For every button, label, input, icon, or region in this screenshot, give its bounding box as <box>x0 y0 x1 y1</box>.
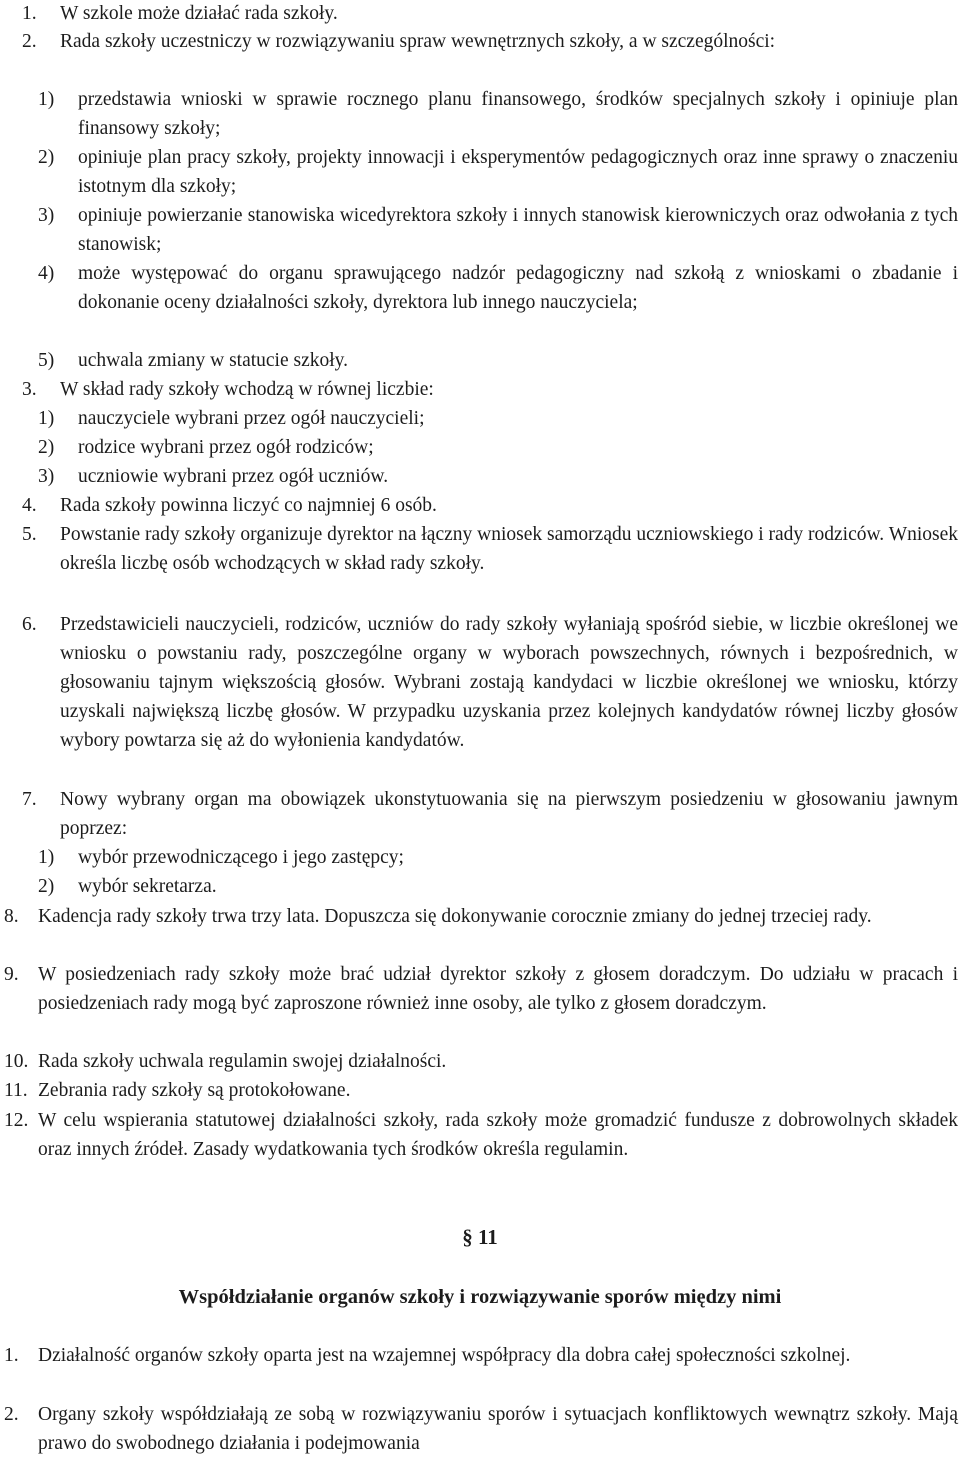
item-number: 5. <box>22 524 37 545</box>
item-number: 2) <box>38 437 55 458</box>
item-text: W celu wspierania statutowej działalności szkoły, rada szkoły może gromadzić fundusze z dobrowolnych składek oraz innych źródeł. Zasady wydatkowania tych środków określa regulamin. <box>38 1110 958 1160</box>
section-title: Współdziałanie organów szkoły i rozwiązywanie sporów między nimi <box>178 1286 782 1308</box>
item-text: opiniuje plan pracy szkoły, projekty innowacji i eksperymentów pedagogicznych oraz inne sprawy o znaczeniu istotnym dla szkoły; <box>78 147 958 197</box>
item-text: Powstanie rady szkoły organizuje dyrektor na łączny wniosek samorządu uczniowskiego i rady rodziców. Wniosek określa liczbę osób wchodzących w skład rady szkoły. <box>60 524 959 574</box>
item-number: 1) <box>38 847 55 868</box>
item-number: 11. <box>4 1080 28 1101</box>
sub-list-item <box>38 404 958 433</box>
list-item <box>4 1076 958 1105</box>
list-item <box>22 27 958 56</box>
sub-list-item <box>38 346 958 375</box>
item-number: 1. <box>4 1345 19 1366</box>
item-number: 3. <box>22 379 37 400</box>
item-number: 2) <box>38 147 55 168</box>
item-text: Rada szkoły uchwala regulamin swojej działalności. <box>38 1051 447 1072</box>
item-text: Kadencja rady szkoły trwa trzy lata. Dopuszcza się dokonywanie corocznie zmiany do jednej trzeciej rady. <box>38 906 872 927</box>
item-number: 4. <box>22 495 37 516</box>
list-item <box>22 375 958 404</box>
item-number: 4) <box>38 263 55 284</box>
item-text: Przedstawicieli nauczycieli, rodziców, uczniów do rady szkoły wyłaniają spośród siebie, w liczbie określonej we wniosku o powstaniu rady, poszczególne organy w wyborach powszechnych, równych i bezpośrednich, w głosowaniu tajnym większością głosów. Wybrani zostają kandydaci w liczbie określonej we wniosku, którzy uzyskali największą liczbę głosów. W przypadku uzyskania przez kolejnych kandydatów równej liczby głosów wybory powtarza się aż do wyłonienia kandydatów. <box>60 614 958 751</box>
sub-list-item <box>38 433 958 462</box>
section-number: § 11 <box>462 1225 498 1249</box>
item-number: 1. <box>22 3 37 24</box>
list-item <box>4 1047 958 1076</box>
item-text: W szkole może działać rada szkoły. <box>60 3 338 24</box>
list-item <box>4 1106 958 1164</box>
sub-list-item <box>38 85 958 143</box>
list-item <box>22 520 958 578</box>
list-item <box>4 1400 958 1458</box>
item-text: przedstawia wnioski w sprawie rocznego planu finansowego, środków specjalnych szkoły i opiniuje plan finansowy szkoły; <box>78 89 958 139</box>
list-item <box>22 0 958 28</box>
item-text: wybór sekretarza. <box>78 876 217 897</box>
item-text: W posiedzeniach rady szkoły może brać udział dyrektor szkoły z głosem doradczym. Do udziału w pracach i posiedzeniach rady mogą być zaproszone również inne osoby, ale tylko z głosem doradczym. <box>38 964 958 1014</box>
item-number: 2. <box>22 31 37 52</box>
item-text: może występować do organu sprawującego nadzór pedagogiczny nad szkołą z wnioskami o zbadanie i dokonanie oceny działalności szkoły, dyrektora lub innego nauczyciela; <box>78 263 958 313</box>
item-number: 3) <box>38 205 55 226</box>
item-text: Rada szkoły powinna liczyć co najmniej 6 osób. <box>60 495 437 516</box>
item-text: Rada szkoły uczestniczy w rozwiązywaniu spraw wewnętrznych szkoły, a w szczególności: <box>60 31 776 52</box>
item-text: Organy szkoły współdziałają ze sobą w rozwiązywaniu sporów i sytuacjach konfliktowych wewnątrz szkoły. Mają prawo do swobodnego działania i podejmowania <box>38 1404 958 1454</box>
list-item <box>22 785 958 843</box>
list-item <box>4 1341 958 1370</box>
item-text: rodzice wybrani przez ogół rodziców; <box>78 437 374 458</box>
item-number: 3) <box>38 466 55 487</box>
sub-list-item <box>38 872 958 901</box>
list-item <box>22 610 958 755</box>
item-text: opiniuje powierzanie stanowiska wicedyrektora szkoły i innych stanowisk kierowniczych oraz odwołania z tych stanowisk; <box>78 205 958 255</box>
item-number: 1) <box>38 89 55 110</box>
item-text: wybór przewodniczącego i jego zastępcy; <box>78 847 404 868</box>
sub-list-item <box>38 143 958 201</box>
list-item <box>22 491 958 520</box>
item-number: 5) <box>38 350 55 371</box>
list-item <box>4 902 958 931</box>
item-text: W skład rady szkoły wchodzą w równej liczbie: <box>60 379 434 400</box>
item-text: Nowy wybrany organ ma obowiązek ukonstytuowania się na pierwszym posiedzeniu w głosowaniu jawnym poprzez: <box>60 789 958 839</box>
item-text: nauczyciele wybrani przez ogół nauczycieli; <box>78 408 425 429</box>
item-number: 2) <box>38 876 55 897</box>
item-text: uczniowie wybrani przez ogół uczniów. <box>78 466 389 487</box>
sub-list-item <box>38 259 958 317</box>
item-number: 9. <box>4 964 19 985</box>
item-text: Zebrania rady szkoły są protokołowane. <box>38 1080 351 1101</box>
sub-list-item <box>38 462 958 491</box>
list-item <box>4 960 958 1018</box>
item-number: 2. <box>4 1404 19 1425</box>
item-text: Działalność organów szkoły oparta jest na wzajemnej współpracy dla dobra całej społeczności szkolnej. <box>38 1345 851 1366</box>
item-number: 6. <box>22 614 37 635</box>
sub-list-item <box>38 843 958 872</box>
item-text: uchwala zmiany w statucie szkoły. <box>78 350 349 371</box>
item-number: 7. <box>22 789 37 810</box>
item-number: 10. <box>4 1051 29 1072</box>
item-number: 12. <box>4 1110 29 1131</box>
item-number: 1) <box>38 408 55 429</box>
item-number: 8. <box>4 906 19 927</box>
sub-list-item <box>38 201 958 259</box>
